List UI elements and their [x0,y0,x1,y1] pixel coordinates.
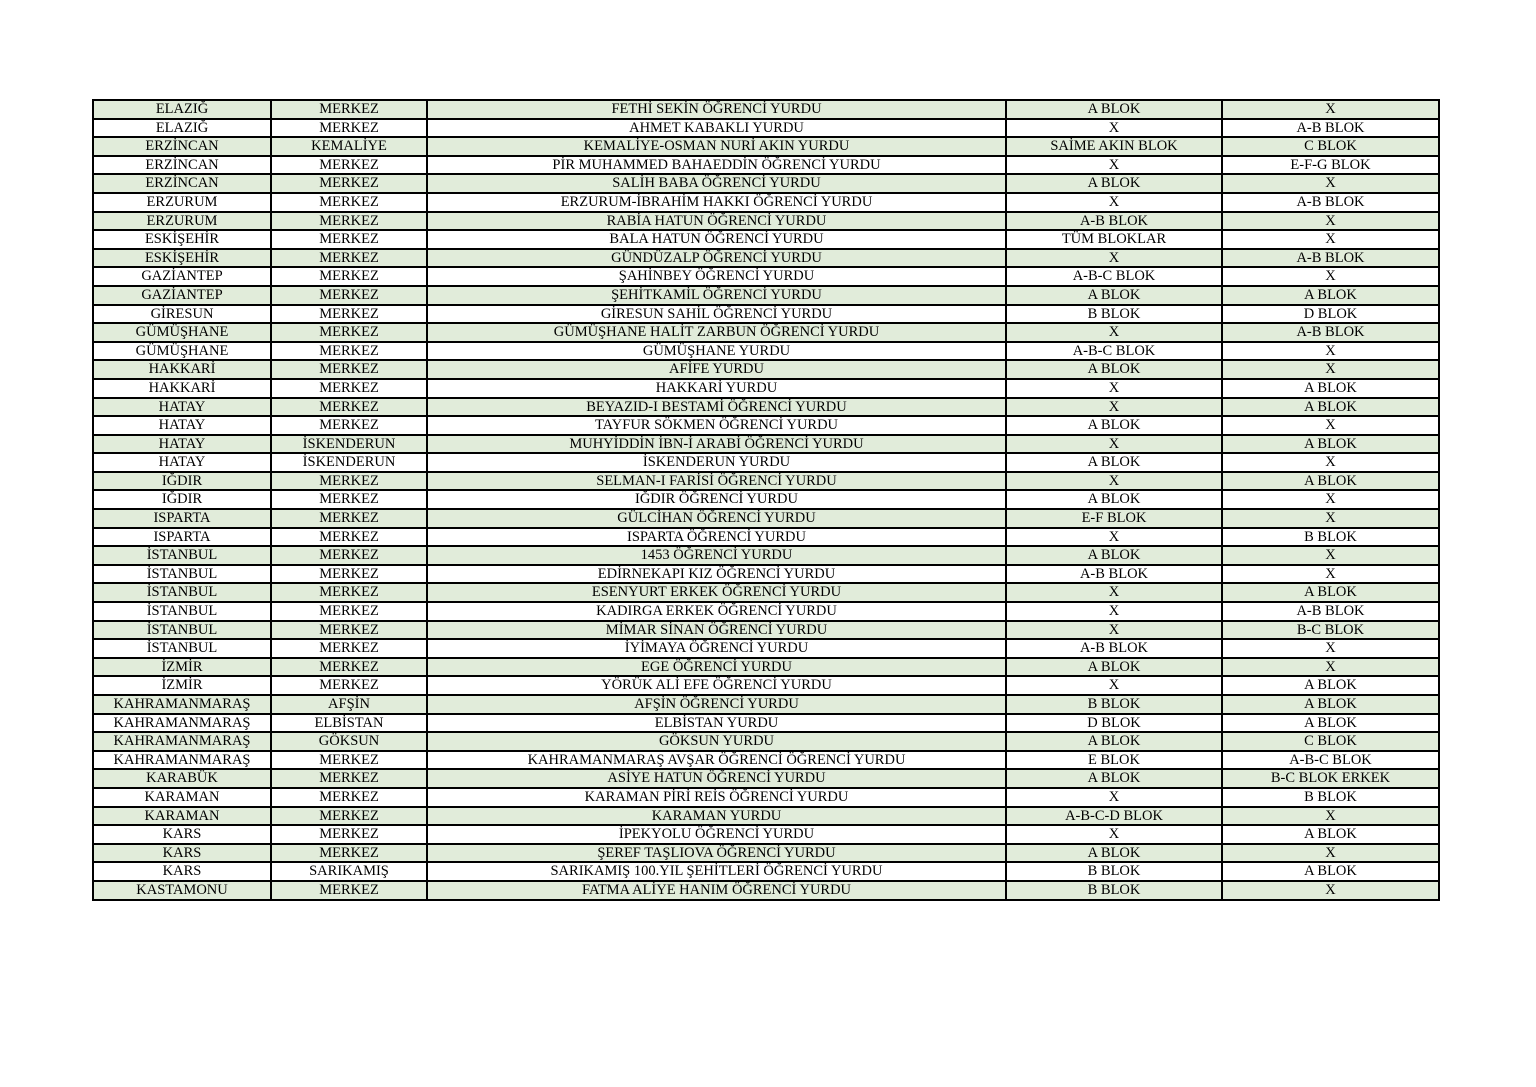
block-column-2-cell: A BLOK [1222,583,1439,602]
block-column-1-cell: TÜM BLOKLAR [1006,230,1222,249]
table-row [93,453,1439,472]
table-row [93,100,1439,119]
block-column-2-cell: A-B BLOK [1222,602,1439,621]
district-cell: MERKEZ [271,119,427,138]
district-cell: MERKEZ [271,398,427,417]
province-cell: KARAMAN [93,807,271,826]
block-column-1-cell: X [1006,119,1222,138]
table-row [93,602,1439,621]
block-column-2-cell: X [1222,807,1439,826]
dormitory-name-cell: KEMALİYE-OSMAN NURİ AKIN YURDU [427,137,1006,156]
district-cell: MERKEZ [271,472,427,491]
dormitory-name-cell: 1453 ÖĞRENCİ YURDU [427,546,1006,565]
province-cell: ERZURUM [93,212,271,231]
dormitory-name-cell: RABİA HATUN ÖĞRENCİ YURDU [427,212,1006,231]
dormitory-name-cell: BEYAZID-I BESTAMİ ÖĞRENCİ YURDU [427,398,1006,417]
district-cell: AFŞİN [271,695,427,714]
dormitory-name-cell: AFŞİN ÖĞRENCİ YURDU [427,695,1006,714]
province-cell: IĞDIR [93,490,271,509]
block-column-1-cell: X [1006,528,1222,547]
block-column-2-cell: X [1222,416,1439,435]
block-column-2-cell: X [1222,881,1439,900]
province-cell: ERZİNCAN [93,156,271,175]
block-column-2-cell: X [1222,565,1439,584]
block-column-1-cell: A BLOK [1006,490,1222,509]
block-column-1-cell: A-B BLOK [1006,212,1222,231]
district-cell: MERKEZ [271,676,427,695]
dormitory-name-cell: İPEKYOLU ÖĞRENCİ YURDU [427,825,1006,844]
province-cell: İSTANBUL [93,583,271,602]
dormitory-name-cell: EDİRNEKAPI KIZ ÖĞRENCİ YURDU [427,565,1006,584]
table-row [93,156,1439,175]
block-column-2-cell: A BLOK [1222,398,1439,417]
block-column-2-cell: C BLOK [1222,137,1439,156]
province-cell: ISPARTA [93,528,271,547]
province-cell: KARS [93,844,271,863]
block-column-1-cell: X [1006,435,1222,454]
block-column-2-cell: B-C BLOK [1222,621,1439,640]
district-cell: MERKEZ [271,360,427,379]
block-column-1-cell: B BLOK [1006,862,1222,881]
district-cell: MERKEZ [271,583,427,602]
province-cell: İSTANBUL [93,565,271,584]
dormitory-name-cell: ŞEHİTKAMİL ÖĞRENCİ YURDU [427,286,1006,305]
district-cell: MERKEZ [271,342,427,361]
block-column-2-cell: X [1222,490,1439,509]
table-row [93,342,1439,361]
dormitory-name-cell: KARAMAN PİRİ REİS ÖĞRENCİ YURDU [427,788,1006,807]
block-column-1-cell: A BLOK [1006,286,1222,305]
table-row [93,621,1439,640]
province-cell: ESKİŞEHİR [93,230,271,249]
dormitory-name-cell: SARIKAMIŞ 100.YIL ŞEHİTLERİ ÖĞRENCİ YURDU [427,862,1006,881]
province-cell: HAKKARİ [93,360,271,379]
district-cell: MERKEZ [271,193,427,212]
block-column-2-cell: X [1222,342,1439,361]
block-column-2-cell: A BLOK [1222,695,1439,714]
dormitory-table [92,99,1440,901]
block-column-1-cell: B BLOK [1006,881,1222,900]
province-cell: KAHRAMANMARAŞ [93,714,271,733]
block-column-2-cell: A-B BLOK [1222,249,1439,268]
dormitory-name-cell: KARAMAN YURDU [427,807,1006,826]
table-row [93,862,1439,881]
district-cell: MERKEZ [271,305,427,324]
block-column-1-cell: A BLOK [1006,844,1222,863]
table-row [93,788,1439,807]
dormitory-name-cell: EGE ÖĞRENCİ YURDU [427,658,1006,677]
province-cell: ERZİNCAN [93,174,271,193]
block-column-2-cell: X [1222,174,1439,193]
district-cell: MERKEZ [271,212,427,231]
district-cell: MERKEZ [271,323,427,342]
province-cell: İSTANBUL [93,602,271,621]
province-cell: ERZURUM [93,193,271,212]
district-cell: MERKEZ [271,509,427,528]
province-cell: HATAY [93,453,271,472]
province-cell: HATAY [93,416,271,435]
table-row [93,379,1439,398]
dormitory-name-cell: GÜMÜŞHANE YURDU [427,342,1006,361]
district-cell: İSKENDERUN [271,435,427,454]
dormitory-name-cell: AHMET KABAKLI YURDU [427,119,1006,138]
table-row [93,695,1439,714]
dormitory-name-cell: İYİMAYA ÖĞRENCİ YURDU [427,639,1006,658]
block-column-2-cell: B BLOK [1222,788,1439,807]
district-cell: GÖKSUN [271,732,427,751]
block-column-2-cell: A BLOK [1222,286,1439,305]
block-column-2-cell: X [1222,453,1439,472]
table-row [93,472,1439,491]
table-row [93,490,1439,509]
block-column-2-cell: A BLOK [1222,435,1439,454]
dormitory-name-cell: BALA HATUN ÖĞRENCİ YURDU [427,230,1006,249]
table-row [93,732,1439,751]
block-column-2-cell: X [1222,212,1439,231]
dormitory-name-cell: SALİH BABA ÖĞRENCİ YURDU [427,174,1006,193]
block-column-1-cell: X [1006,398,1222,417]
table-row [93,807,1439,826]
block-column-1-cell: A BLOK [1006,360,1222,379]
dormitory-name-cell: ISPARTA ÖĞRENCİ YURDU [427,528,1006,547]
block-column-1-cell: SAİME AKIN BLOK [1006,137,1222,156]
province-cell: İSTANBUL [93,546,271,565]
block-column-1-cell: E-F BLOK [1006,509,1222,528]
table-row [93,583,1439,602]
block-column-2-cell: X [1222,100,1439,119]
province-cell: KAHRAMANMARAŞ [93,751,271,770]
block-column-2-cell: A BLOK [1222,862,1439,881]
province-cell: KASTAMONU [93,881,271,900]
block-column-1-cell: X [1006,472,1222,491]
block-column-2-cell: X [1222,509,1439,528]
block-column-1-cell: B BLOK [1006,305,1222,324]
district-cell: MERKEZ [271,881,427,900]
block-column-2-cell: A-B BLOK [1222,193,1439,212]
province-cell: KAHRAMANMARAŞ [93,695,271,714]
block-column-1-cell: X [1006,788,1222,807]
table-row [93,676,1439,695]
block-column-1-cell: E BLOK [1006,751,1222,770]
block-column-1-cell: B BLOK [1006,695,1222,714]
block-column-1-cell: X [1006,602,1222,621]
province-cell: ISPARTA [93,509,271,528]
province-cell: KARABÜK [93,769,271,788]
table-row [93,119,1439,138]
dormitory-name-cell: GİRESUN SAHİL ÖĞRENCİ YURDU [427,305,1006,324]
province-cell: GAZİANTEP [93,267,271,286]
province-cell: GÜMÜŞHANE [93,323,271,342]
province-cell: İSTANBUL [93,639,271,658]
table-row [93,509,1439,528]
table-row [93,230,1439,249]
block-column-2-cell: X [1222,844,1439,863]
table-row [93,323,1439,342]
district-cell: MERKEZ [271,379,427,398]
table-row [93,416,1439,435]
dormitory-name-cell: FETHİ SEKİN ÖĞRENCİ YURDU [427,100,1006,119]
block-column-2-cell: C BLOK [1222,732,1439,751]
dormitory-name-cell: HAKKARİ YURDU [427,379,1006,398]
block-column-2-cell: X [1222,639,1439,658]
district-cell: MERKEZ [271,844,427,863]
district-cell: İSKENDERUN [271,453,427,472]
dormitory-name-cell: GÖKSUN YURDU [427,732,1006,751]
block-column-1-cell: A-B-C-D BLOK [1006,807,1222,826]
province-cell: KAHRAMANMARAŞ [93,732,271,751]
table-row [93,435,1439,454]
table-row [93,565,1439,584]
table-row [93,844,1439,863]
block-column-1-cell: A BLOK [1006,100,1222,119]
block-column-1-cell: X [1006,825,1222,844]
dormitory-name-cell: ASİYE HATUN ÖĞRENCİ YURDU [427,769,1006,788]
table-row [93,137,1439,156]
district-cell: MERKEZ [271,769,427,788]
district-cell: MERKEZ [271,751,427,770]
province-cell: ESKİŞEHİR [93,249,271,268]
district-cell: MERKEZ [271,528,427,547]
province-cell: KARS [93,825,271,844]
dormitory-name-cell: AFİFE YURDU [427,360,1006,379]
province-cell: GAZİANTEP [93,286,271,305]
dormitory-name-cell: TAYFUR SÖKMEN ÖĞRENCİ YURDU [427,416,1006,435]
province-cell: ERZİNCAN [93,137,271,156]
district-cell: MERKEZ [271,565,427,584]
province-cell: KARS [93,862,271,881]
table-row [93,174,1439,193]
block-column-2-cell: X [1222,267,1439,286]
table-row [93,267,1439,286]
dormitory-name-cell: PİR MUHAMMED BAHAEDDİN ÖĞRENCİ YURDU [427,156,1006,175]
block-column-2-cell: A-B-C BLOK [1222,751,1439,770]
province-cell: HATAY [93,435,271,454]
dormitory-name-cell: İSKENDERUN YURDU [427,453,1006,472]
block-column-2-cell: A BLOK [1222,676,1439,695]
dormitory-table-body [93,100,1439,900]
dormitory-name-cell: MİMAR SİNAN ÖĞRENCİ YURDU [427,621,1006,640]
block-column-1-cell: A BLOK [1006,453,1222,472]
province-cell: İSTANBUL [93,621,271,640]
table-row [93,825,1439,844]
block-column-1-cell: A BLOK [1006,732,1222,751]
block-column-2-cell: X [1222,546,1439,565]
block-column-1-cell: A BLOK [1006,546,1222,565]
block-column-1-cell: A-B BLOK [1006,565,1222,584]
block-column-1-cell: A BLOK [1006,658,1222,677]
table-row [93,769,1439,788]
province-cell: IĞDIR [93,472,271,491]
block-column-1-cell: X [1006,156,1222,175]
district-cell: MERKEZ [271,267,427,286]
district-cell: MERKEZ [271,825,427,844]
district-cell: MERKEZ [271,174,427,193]
block-column-2-cell: X [1222,360,1439,379]
district-cell: KEMALİYE [271,137,427,156]
table-row [93,305,1439,324]
province-cell: İZMİR [93,658,271,677]
table-row [93,658,1439,677]
province-cell: ELAZIĞ [93,119,271,138]
district-cell: MERKEZ [271,490,427,509]
district-cell: MERKEZ [271,658,427,677]
province-cell: HATAY [93,398,271,417]
dormitory-name-cell: MUHYİDDİN İBN-İ ARABİ ÖĞRENCİ YURDU [427,435,1006,454]
dormitory-name-cell: SELMAN-I FARİSİ ÖĞRENCİ YURDU [427,472,1006,491]
district-cell: SARIKAMIŞ [271,862,427,881]
block-column-1-cell: X [1006,676,1222,695]
dormitory-name-cell: ŞEREF TAŞLIOVA ÖĞRENCİ YURDU [427,844,1006,863]
dormitory-name-cell: YÖRÜK ALİ EFE ÖĞRENCİ YURDU [427,676,1006,695]
district-cell: MERKEZ [271,416,427,435]
block-column-1-cell: A-B BLOK [1006,639,1222,658]
district-cell: MERKEZ [271,807,427,826]
district-cell: MERKEZ [271,230,427,249]
block-column-2-cell: X [1222,230,1439,249]
district-cell: MERKEZ [271,100,427,119]
dormitory-name-cell: GÜLCİHAN ÖĞRENCİ YURDU [427,509,1006,528]
district-cell: MERKEZ [271,286,427,305]
block-column-2-cell: A-B BLOK [1222,119,1439,138]
dormitory-name-cell: GÜMÜŞHANE HALİT ZARBUN ÖĞRENCİ YURDU [427,323,1006,342]
dormitory-name-cell: IĞDIR ÖĞRENCİ YURDU [427,490,1006,509]
block-column-1-cell: X [1006,621,1222,640]
block-column-1-cell: A BLOK [1006,416,1222,435]
table-row [93,193,1439,212]
block-column-2-cell: X [1222,658,1439,677]
district-cell: MERKEZ [271,249,427,268]
dormitory-name-cell: ESENYURT ERKEK ÖĞRENCİ YURDU [427,583,1006,602]
block-column-2-cell: A-B BLOK [1222,323,1439,342]
block-column-2-cell: A BLOK [1222,472,1439,491]
dormitory-name-cell: KADIRGA ERKEK ÖĞRENCİ YURDU [427,602,1006,621]
block-column-1-cell: A BLOK [1006,769,1222,788]
dormitory-name-cell: ERZURUM-İBRAHİM HAKKI ÖĞRENCİ YURDU [427,193,1006,212]
block-column-1-cell: X [1006,583,1222,602]
district-cell: MERKEZ [271,639,427,658]
block-column-2-cell: A BLOK [1222,825,1439,844]
dormitory-name-cell: ŞAHİNBEY ÖĞRENCİ YURDU [427,267,1006,286]
block-column-2-cell: A BLOK [1222,379,1439,398]
table-row [93,639,1439,658]
district-cell: MERKEZ [271,546,427,565]
block-column-2-cell: B-C BLOK ERKEK [1222,769,1439,788]
table-row [93,751,1439,770]
block-column-1-cell: A BLOK [1006,174,1222,193]
table-row [93,398,1439,417]
block-column-1-cell: X [1006,193,1222,212]
block-column-1-cell: X [1006,323,1222,342]
block-column-1-cell: X [1006,249,1222,268]
province-cell: KARAMAN [93,788,271,807]
table-row [93,881,1439,900]
dormitory-name-cell: ELBİSTAN YURDU [427,714,1006,733]
district-cell: MERKEZ [271,621,427,640]
table-row [93,360,1439,379]
dormitory-name-cell: KAHRAMANMARAŞ AVŞAR ÖĞRENCİ ÖĞRENCİ YURDU [427,751,1006,770]
district-cell: ELBİSTAN [271,714,427,733]
table-row [93,714,1439,733]
district-cell: MERKEZ [271,156,427,175]
table-row [93,249,1439,268]
block-column-2-cell: D BLOK [1222,305,1439,324]
block-column-1-cell: X [1006,379,1222,398]
block-column-2-cell: E-F-G BLOK [1222,156,1439,175]
table-row [93,528,1439,547]
block-column-1-cell: A-B-C BLOK [1006,267,1222,286]
dormitory-name-cell: FATMA ALİYE HANIM ÖĞRENCİ YURDU [427,881,1006,900]
table-row [93,212,1439,231]
province-cell: GİRESUN [93,305,271,324]
block-column-2-cell: A BLOK [1222,714,1439,733]
province-cell: İZMİR [93,676,271,695]
dormitory-name-cell: GÜNDÜZALP ÖĞRENCİ YURDU [427,249,1006,268]
province-cell: ELAZIĞ [93,100,271,119]
province-cell: GÜMÜŞHANE [93,342,271,361]
district-cell: MERKEZ [271,788,427,807]
block-column-2-cell: B BLOK [1222,528,1439,547]
block-column-1-cell: A-B-C BLOK [1006,342,1222,361]
block-column-1-cell: D BLOK [1006,714,1222,733]
table-row [93,286,1439,305]
district-cell: MERKEZ [271,602,427,621]
province-cell: HAKKARİ [93,379,271,398]
table-row [93,546,1439,565]
